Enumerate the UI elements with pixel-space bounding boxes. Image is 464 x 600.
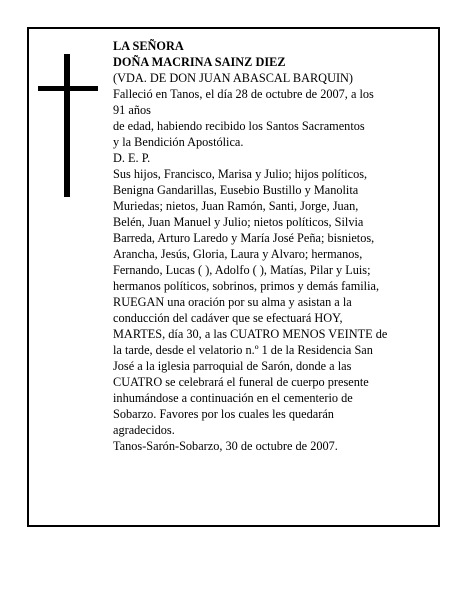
body-line: inhumándose a continuación en el cementerio de	[113, 391, 353, 405]
body-line: Fernando, Lucas ( ), Adolfo ( ), Matías, Pilar y Luis;	[113, 263, 371, 277]
body-line: y la Bendición Apostólica.	[113, 135, 244, 149]
rip-line: D. E. P.	[113, 151, 151, 165]
body-line: MARTES, día 30, a las CUATRO MENOS VEINTE de	[113, 327, 388, 341]
body-line: RUEGAN una oración por su alma y asistan a la	[113, 295, 352, 309]
body-line: Barreda, Arturo Laredo y María José Peña; bisnietos,	[113, 231, 375, 245]
cross-icon	[38, 54, 98, 197]
body-line: de edad, habiendo recibido los Santos Sacramentos	[113, 119, 365, 133]
widow-of: (VDA. DE DON JUAN ABASCAL BARQUIN)	[113, 71, 354, 85]
cross-horizontal-bar	[38, 86, 98, 91]
body-line: la tarde, desde el velatorio n.º 1 de la Residencia San	[113, 343, 373, 357]
date-place-line: Tanos-Sarón-Sobarzo, 30 de octubre de 2007.	[113, 439, 338, 453]
body-line: Belén, Juan Manuel y Julio; nietos políticos, Silvia	[113, 215, 364, 229]
deceased-name: DOÑA MACRINA SAINZ DIEZ	[113, 55, 286, 69]
body-line: José a la iglesia parroquial de Sarón, donde a las	[113, 359, 352, 373]
obituary-text	[113, 38, 427, 454]
body-line: Arancha, Jesús, Gloria, Laura y Alvaro; hermanos,	[113, 247, 363, 261]
heading: LA SEÑORA	[113, 39, 184, 53]
body-line: Sus hijos, Francisco, Marisa y Julio; hijos políticos,	[113, 167, 368, 181]
body-line: Muriedas; nietos, Juan Ramón, Santi, Jorge, Juan,	[113, 199, 359, 213]
body-line: conducción del cadáver que se efectuará HOY,	[113, 311, 343, 325]
body-line: hermanos políticos, sobrinos, primos y demás familia,	[113, 279, 380, 293]
body-line: agradecidos.	[113, 423, 175, 437]
body-line: Falleció en Tanos, el día 28 de octubre de 2007, a los	[113, 87, 374, 101]
body-line: CUATRO se celebrará el funeral de cuerpo presente	[113, 375, 369, 389]
cross-vertical-bar	[64, 54, 70, 197]
body-line: Sobarzo. Favores por los cuales les quedarán	[113, 407, 334, 421]
body-line: 91 años	[113, 103, 151, 117]
body-line: Benigna Gandarillas, Eusebio Bustillo y Manolita	[113, 183, 359, 197]
